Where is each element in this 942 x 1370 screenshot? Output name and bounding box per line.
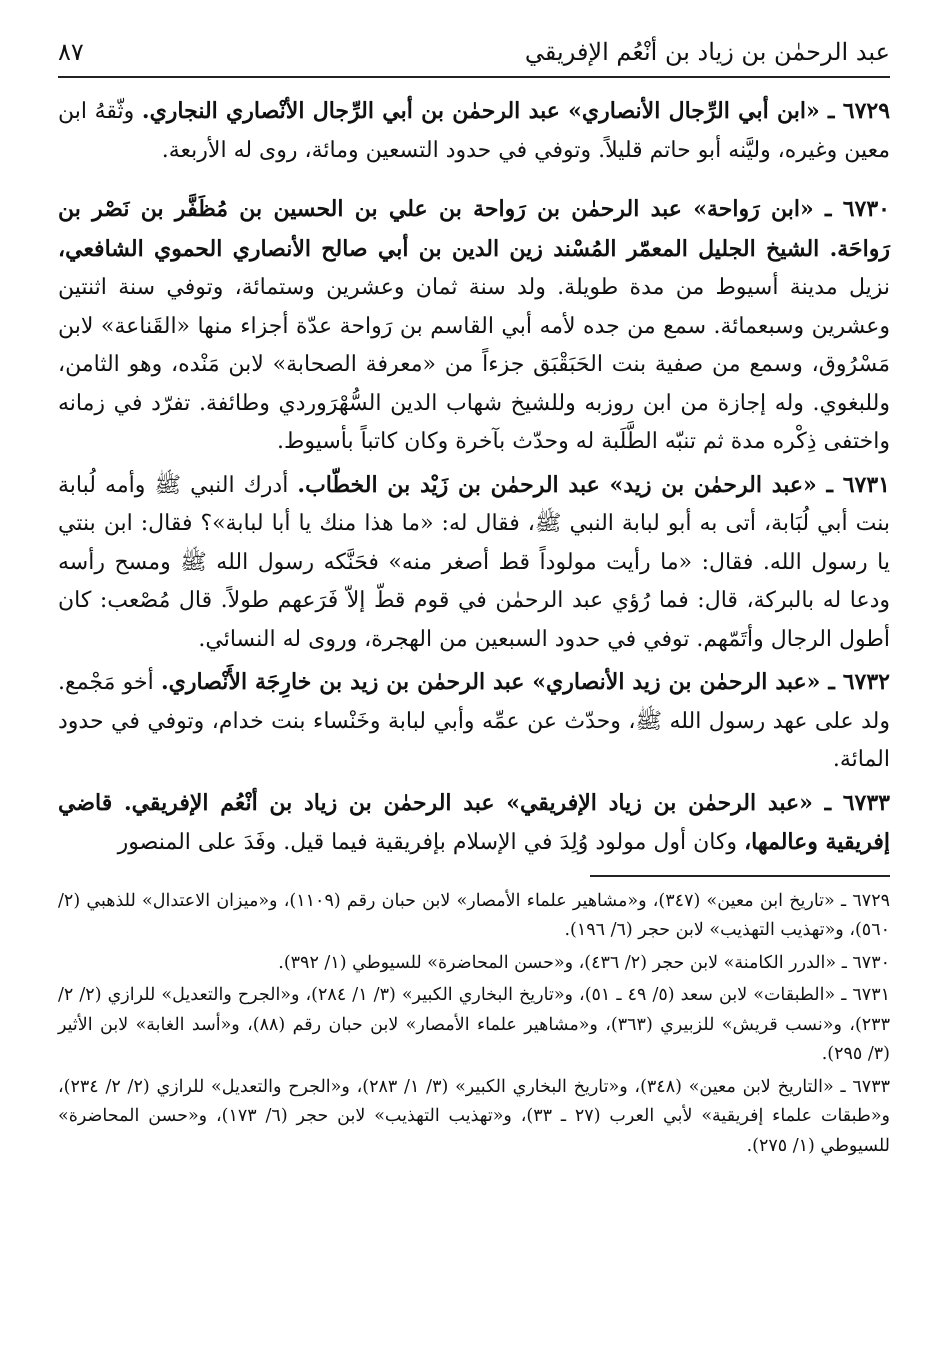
entry-body: أخو مَجْمع. ولد على عهد رسول الله ﷺ، وحدّث عن عمِّه وأبي لبابة وخَنْساء بنت خدام، وتوفي في حدود المائة. [58,670,890,772]
running-header [58,28,890,78]
footnote: ٦٧٣٣ ـ «التاريخ لابن معين» (٣٤٨)، و«تاريخ البخاري الكبير» (٣/ ١/ ٢٨٣)، و«الجرح والتعديل» للرازي (٢/ ٢/ ٢٣٤)، و«طبقات علماء إفريقية» لأبي العرب (٢٧ ـ ٣٣)، و«تهذيب التهذيب» لابن حجر (٦/ ١٧٣)، و«حسن المحاضرة» للسيوطي (١/ ٢٧٥). [58,1076,890,1156]
entry-body: وكان أول مولود وُلِدَ في الإسلام بإفريقية فيما قيل. وفَدَ على المنصور [117,830,738,855]
footnote: ٦٧٣٠ ـ «الدرر الكامنة» لابن حجر (٢/ ٤٣٦)، و«حسن المحاضرة» للسيوطي (١/ ٣٩٢). [278,952,890,973]
running-title: عبد الرحمٰن بن زياد بن أنْعُم الإفريقي [524,38,890,66]
entry-body: نزيل مدينة أسيوط من مدة طويلة. ولد سنة ثمان وعشرين وستمائة، وتوفي سنة اثنتين وعشرين وسبعمائة. سمع من جده لأمه أبي القاسم بن رَواحة عدّة أجزاء منها «القَناعة» لابن مَسْرُوق، وسمع من صفية بنت الحَبَقْبَق جزءاً من «معرفة الصحابة» لابن مَنْده، وهو الثامن، وللبغوي. وله إجازة من ابن روزبه وللشيخ شهاب الدين السُّهْرَوردي وطائفة. تفرّد في زمانه واختفى ذِكْره مدة ثم تنبّه الطَّلَبة له وحدّث بآخرة وكان كاتباً بأسيوط. [58,275,890,454]
biography-entry [58,466,890,660]
main-text [58,92,890,863]
entry-heading: ٦٧٣٣ ـ «عبد الرحمٰن بن زياد الإفريقي» عبد الرحمٰن بن زياد بن أنْعُم الإفريقي. قاضي إفريقية وعالمها، [58,789,890,855]
entry-heading: ٦٧٢٩ ـ «ابن أبي الرِّجال الأنصاري» عبد الرحمٰن بن أبي الرِّجال الأنْصاري النجاري. [141,98,891,124]
biography-entry [58,784,890,863]
biography-entry [58,190,890,462]
entry-heading: ٦٧٣١ ـ «عبد الرحمٰن بن زيد» عبد الرحمٰن بن زَيْد بن الخطّاب. [297,471,890,498]
entry-heading: ٦٧٣٠ ـ «ابن رَواحة» عبد الرحمٰن بن رَواحة بن علي بن الحسين بن مُظَفَّر بن نَصْر بن رَواحَة. الشيخ الجليل المعمّر المُسْند زين الدين بن أبي صالح الأنصاري الحموي الشافعي، [58,196,890,262]
footnote: ٦٧٣١ ـ «الطبقات» لابن سعد (٥/ ٤٩ ـ ٥١)، و«تاريخ البخاري الكبير» (٣/ ١/ ٢٨٤)، و«الجرح والتعديل» للرازي (٢/ ٢/ ٢٣٣)، و«نسب قريش» للزبيري (٣٦٣)، و«مشاهير علماء الأمصار» لابن حبان رقم (٨٨)، و«أسد الغابة» لابن الأثير (٣/ ٢٩٥). [58,985,891,1064]
book-page [58,28,890,1350]
biography-entry [58,663,890,780]
footnote: ٦٧٢٩ ـ «تاريخ ابن معين» (٣٤٧)، و«مشاهير علماء الأمصار» لابن حبان رقم (١١٠٩)، و«ميزان الاعتدال» للذهبي (٢/ ٥٦٠)، و«تهذيب التهذيب» لابن حجر (٦/ ١٩٦). [58,890,890,940]
footnotes [58,887,890,1162]
biography-entry [58,92,890,170]
footnote-divider [590,875,890,877]
entry-heading: ٦٧٣٢ ـ «عبد الرحمٰن بن زيد الأنصاري» عبد الرحمٰن بن زيد بن خارِجَة الأَنْصاري. [161,669,890,695]
entry-body: أدرك النبي ﷺ وأمه لُبابة بنت أبي لُبَابة، أتى به أبو لبابة النبي ﷺ، فقال له: «ما هذا منك يا أبا لبابة»؟ فقال: ابن بنتي يا رسول الله. فقال: «ما رأيت مولوداً قط أصغر منه» فحَنَّكه رسول الله ﷺ ومسح رأسه ودعا له بالبركة، قال: فما رُؤي عبد الرحمٰن في قوم قطّ إلاّ فَرَعهم طولاً. قال مُصْعب: كان أطول الرجال وأتَمّهم. توفي في حدود السبعين من الهجرة، وروى له النسائي. [58,472,890,652]
entry-body: وثّقهُ ابن معين وغيره، وليَّنه أبو حاتم قليلاً. وتوفي في حدود التسعين ومائة، روى له الأربعة. [58,99,890,163]
page-number: ٨٧ [58,38,84,66]
